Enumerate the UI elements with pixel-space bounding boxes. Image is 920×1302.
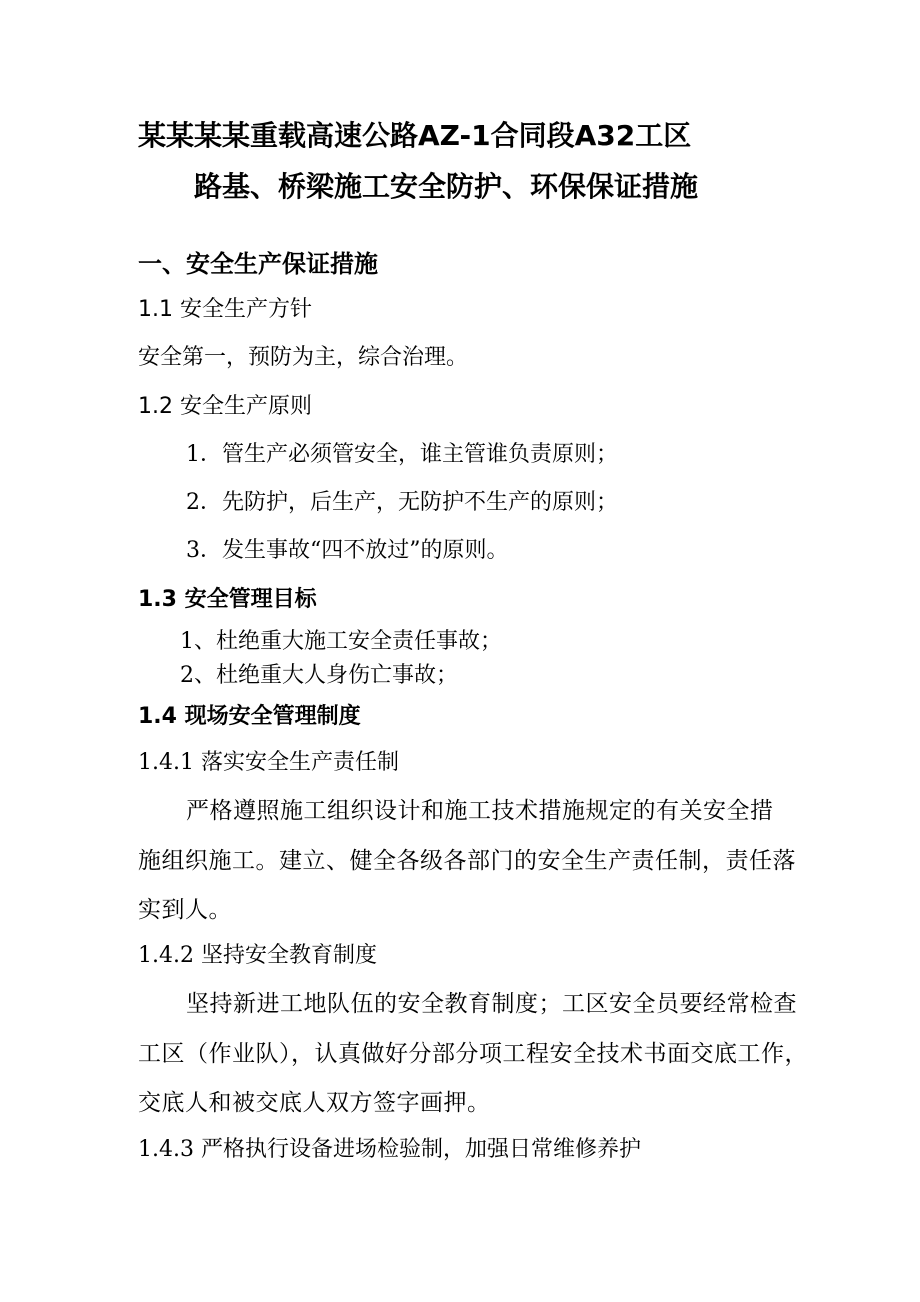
- section1-1-text: 安全第一，预防为主，综合治理。: [138, 345, 469, 370]
- section1-4-2-heading: 1.4.2 坚持安全教育制度: [138, 943, 377, 968]
- list-item: 3．发生事故“四不放过”的原则。: [186, 538, 509, 563]
- document-title-line2: 路基、桥梁施工安全防护、环保保证措施: [194, 170, 699, 203]
- paragraph-line: 工区（作业队），认真做好分部分项工程安全技术书面交底工作，: [138, 1041, 808, 1067]
- list-item: 2．先防护，后生产，无防护不生产的原则；: [186, 490, 618, 515]
- section1-2-heading: 1.2 安全生产原则: [138, 394, 312, 419]
- section1-heading: 一、安全生产保证措施: [138, 250, 378, 278]
- section1-4-1-heading: 1.4.1 落实安全生产责任制: [138, 750, 399, 775]
- section1-4-heading: 1.4 现场安全管理制度: [138, 704, 361, 729]
- paragraph-line: 坚持新进工地队伍的安全教育制度；工区安全员要经常检查: [186, 991, 797, 1017]
- paragraph-line: 交底人和被交底人双方签字画押。: [138, 1090, 491, 1116]
- paragraph-line: 施组织施工。建立、健全各级各部门的安全生产责任制，责任落: [138, 848, 796, 874]
- document-title-line1: 某某某某重载高速公路AZ-1合同段A32工区: [138, 119, 692, 152]
- list-item: 1、杜绝重大施工安全责任事故；: [180, 629, 502, 654]
- section1-4-3-heading: 1.4.3 严格执行设备进场检验制，加强日常维修养护: [138, 1137, 641, 1162]
- list-item: 2、杜绝重大人身伤亡事故；: [180, 663, 458, 688]
- paragraph-line: 严格遵照施工组织设计和施工技术措施规定的有关安全措: [186, 798, 774, 824]
- section1-3-heading: 1.3 安全管理目标: [138, 587, 317, 612]
- list-item: 1．管生产必须管安全，谁主管谁负责原则；: [186, 442, 618, 467]
- paragraph-line: 实到人。: [138, 897, 232, 923]
- section1-1-heading: 1.1 安全生产方针: [138, 297, 312, 322]
